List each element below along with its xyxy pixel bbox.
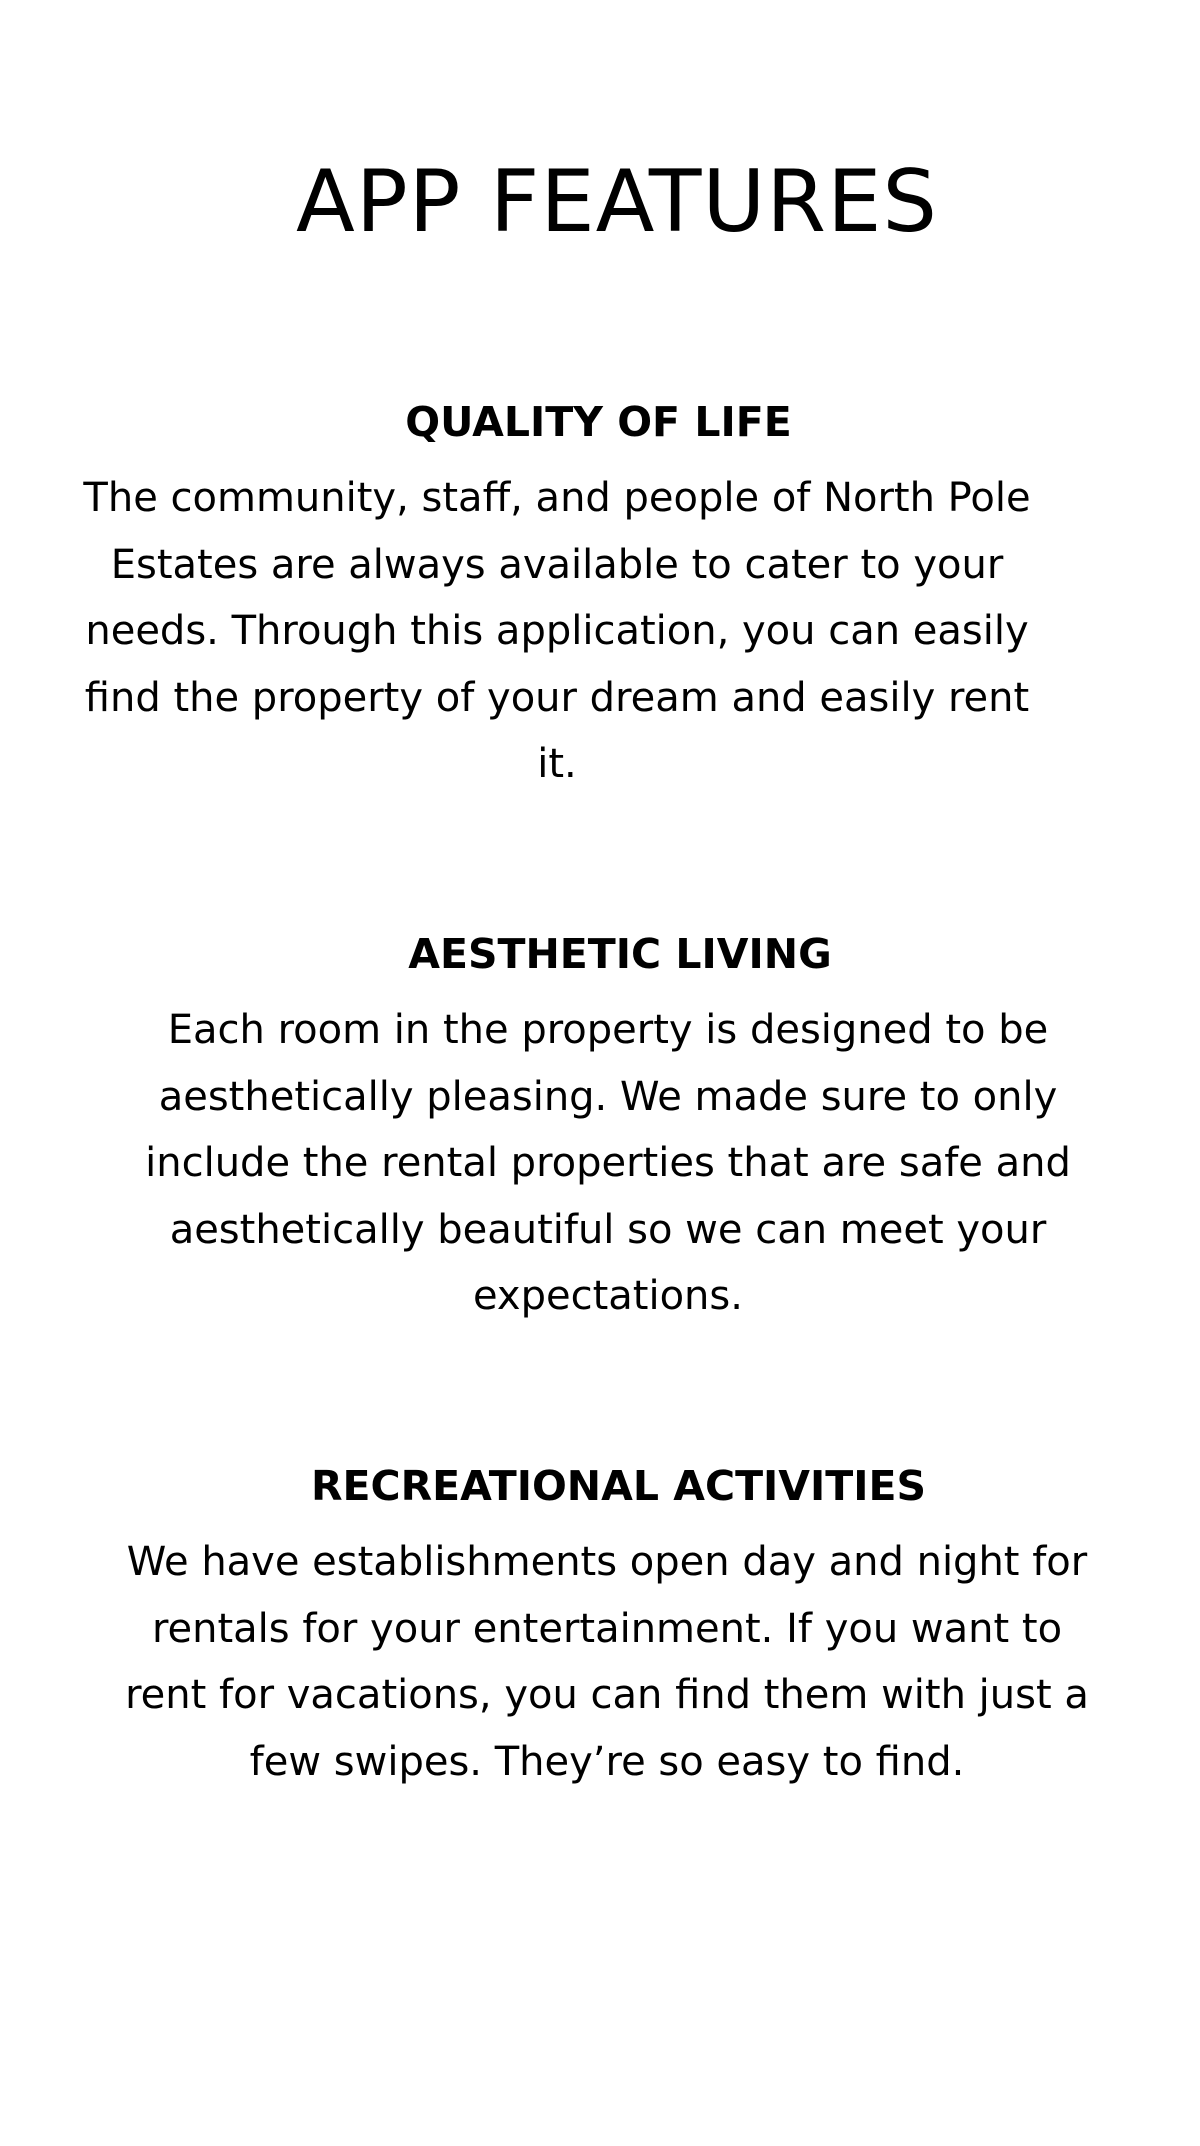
feature-heading: AESTHETIC LIVING: [408, 930, 832, 978]
feature-heading: QUALITY OF LIFE: [405, 398, 792, 446]
feature-description: Each room in the property is designed to be aesthetically pleasing. We made sure to only include the rental properties that are safe and aesthetically beautiful so we can meet your expectations.: [145, 1007, 1071, 1319]
feature-recreational-activities: [80, 1459, 1120, 1795]
feature-aesthetic-living: [80, 927, 1120, 1330]
page-title: APP FEATURES: [295, 152, 938, 252]
feature-description: The community, staff, and people of North Pole Estates are always available to cater to your needs. Through this application, you can easily find the property of your dream and easily rent it.: [83, 475, 1031, 787]
feature-quality-of-life: [80, 395, 1120, 798]
feature-heading: RECREATIONAL ACTIVITIES: [310, 1462, 927, 1510]
feature-description: We have establishments open day and night for rentals for your entertainment. If you want to rent for vacations, you can find them with just a few swipes. They’re so easy to find.: [125, 1539, 1089, 1785]
